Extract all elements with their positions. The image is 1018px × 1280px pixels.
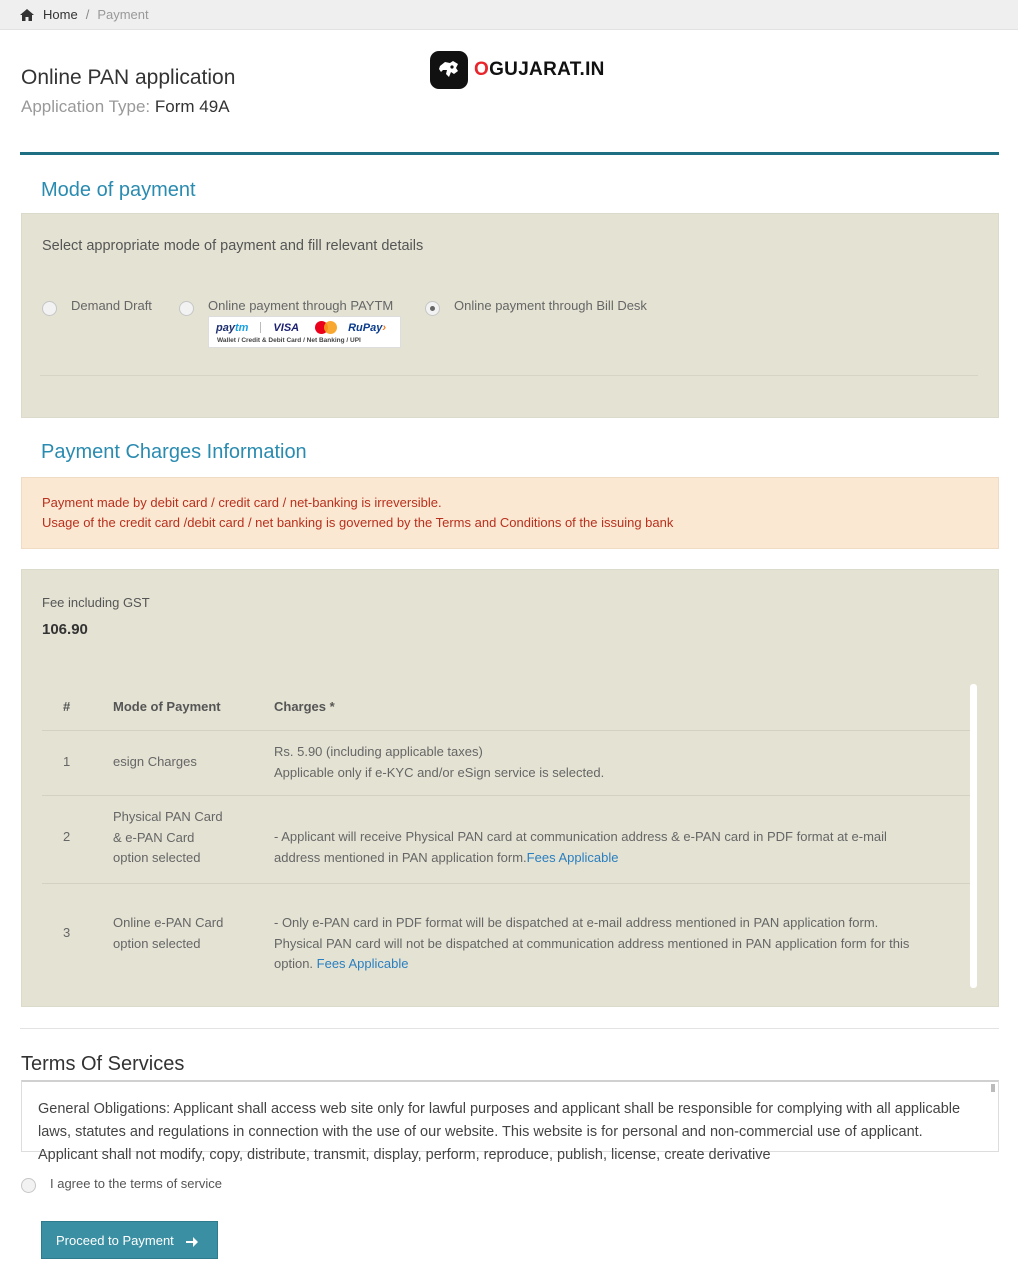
terms-text-box[interactable] <box>21 1080 999 1163</box>
table-row-2-number: 2 <box>63 829 71 844</box>
table-row-1-charges: Rs. 5.90 (including applicable taxes) Applicable only if e-KYC and/or eSign service is selected. <box>274 744 605 780</box>
fees-applicable-link[interactable]: Fees Applicable <box>316 956 409 971</box>
mode-of-payment-panel <box>21 213 999 418</box>
option-bill-desk-label[interactable]: Online payment through Bill Desk <box>454 298 647 313</box>
logo-text: OGUJARAT.IN <box>474 59 605 80</box>
home-icon[interactable] <box>20 9 34 21</box>
breadcrumb-separator: / <box>85 7 90 22</box>
fee-value: 106.90 <box>42 621 88 638</box>
table-row-3-charges: - Only e-PAN card in PDF format will be dispatched at e-mail address mentioned in PAN application form. Physical PAN card will not be dispatched at communication address mentioned in PAN application form for this option. Fees Applicable <box>274 915 910 971</box>
radio-demand-draft[interactable] <box>42 301 57 316</box>
visa-logo: VISA <box>273 321 300 334</box>
table-header-charges: Charges * <box>274 699 335 714</box>
table-row-1-mode: esign Charges <box>113 754 197 769</box>
fee-panel <box>21 569 999 1007</box>
header-divider <box>20 152 999 155</box>
table-row-1-number: 1 <box>63 754 71 769</box>
application-type <box>21 97 230 117</box>
agree-terms-radio[interactable] <box>21 1178 36 1193</box>
alert-line-1: Payment made by debit card / credit card / net-banking is irreversible. <box>42 495 442 510</box>
table-row-divider <box>42 883 970 884</box>
radio-paytm[interactable] <box>179 301 194 316</box>
fees-applicable-link[interactable]: Fees Applicable <box>526 849 619 865</box>
breadcrumb-current: Payment <box>97 7 149 22</box>
table-row-3-mode: Online e-PAN Card option selected <box>113 915 224 951</box>
table-row-divider <box>42 795 970 796</box>
agree-terms-label[interactable]: I agree to the terms of service <box>50 1176 222 1191</box>
mode-of-payment-heading: Mode of payment <box>41 179 196 201</box>
terms-heading: Terms Of Services <box>21 1053 185 1075</box>
terms-text: General Obligations: Applicant shall access web site only for lawful purposes and applicant shall be responsible for complying with all applicable laws, statutes and regulations in connection with the use of our website. This website is for personal and non-commercial use of applicant. Applicant shall not modify, copy, distribute, transmit, display, perform, reproduce, publish, license, create derivative <box>38 1101 961 1163</box>
map-icon <box>430 51 468 89</box>
application-type-label: Application Type: <box>21 97 151 116</box>
alert-line-2: Usage of the credit card /debit card / net banking is governed by the Terms and Conditions of the issuing bank <box>42 515 674 530</box>
table-row-2-charges: - Applicant will receive Physical PAN card at communication address & e-PAN card in PDF format at e-mail address mentioned in PAN application form.Fees Applicable <box>274 829 887 865</box>
mastercard-logo <box>315 321 337 334</box>
option-demand-draft-label[interactable]: Demand Draft <box>71 298 152 313</box>
option-paytm-label[interactable]: Online payment through PAYTM <box>208 298 394 313</box>
rupay-logo: RuPay› <box>348 321 387 334</box>
page-title: Online PAN application <box>21 66 236 89</box>
paytm-logo: paytm <box>216 321 249 334</box>
table-row-divider <box>42 730 970 731</box>
fee-label: Fee including GST <box>42 595 150 610</box>
section-divider <box>20 1028 999 1029</box>
payment-logos-subtitle: Wallet / Credit & Debit Card / Net Banking / UPI <box>217 337 361 344</box>
proceed-to-payment-button[interactable] <box>41 1221 218 1259</box>
radio-bill-desk[interactable] <box>425 301 440 316</box>
panel-divider <box>40 375 978 376</box>
mode-instruction: Select appropriate mode of payment and fill relevant details <box>42 238 424 254</box>
table-header-number: # <box>63 699 71 714</box>
payment-logos <box>208 316 401 348</box>
breadcrumb <box>0 0 1018 30</box>
application-type-value: Form 49A <box>154 97 230 116</box>
breadcrumb-home-link[interactable]: Home <box>43 7 78 22</box>
payment-charges-heading: Payment Charges Information <box>41 441 307 463</box>
table-row-2-mode: Physical PAN Card & e-PAN Card option selected <box>113 809 223 865</box>
table-header-mode: Mode of Payment <box>113 699 221 714</box>
terms-scrollbar[interactable] <box>991 1084 995 1092</box>
table-row-3-number: 3 <box>63 925 71 940</box>
table-scrollbar[interactable] <box>970 684 977 988</box>
payment-warning-alert <box>21 477 999 549</box>
watermark-logo <box>430 51 605 89</box>
proceed-button-label: Proceed to Payment <box>56 1232 174 1248</box>
arrow-right-icon <box>186 1235 198 1245</box>
